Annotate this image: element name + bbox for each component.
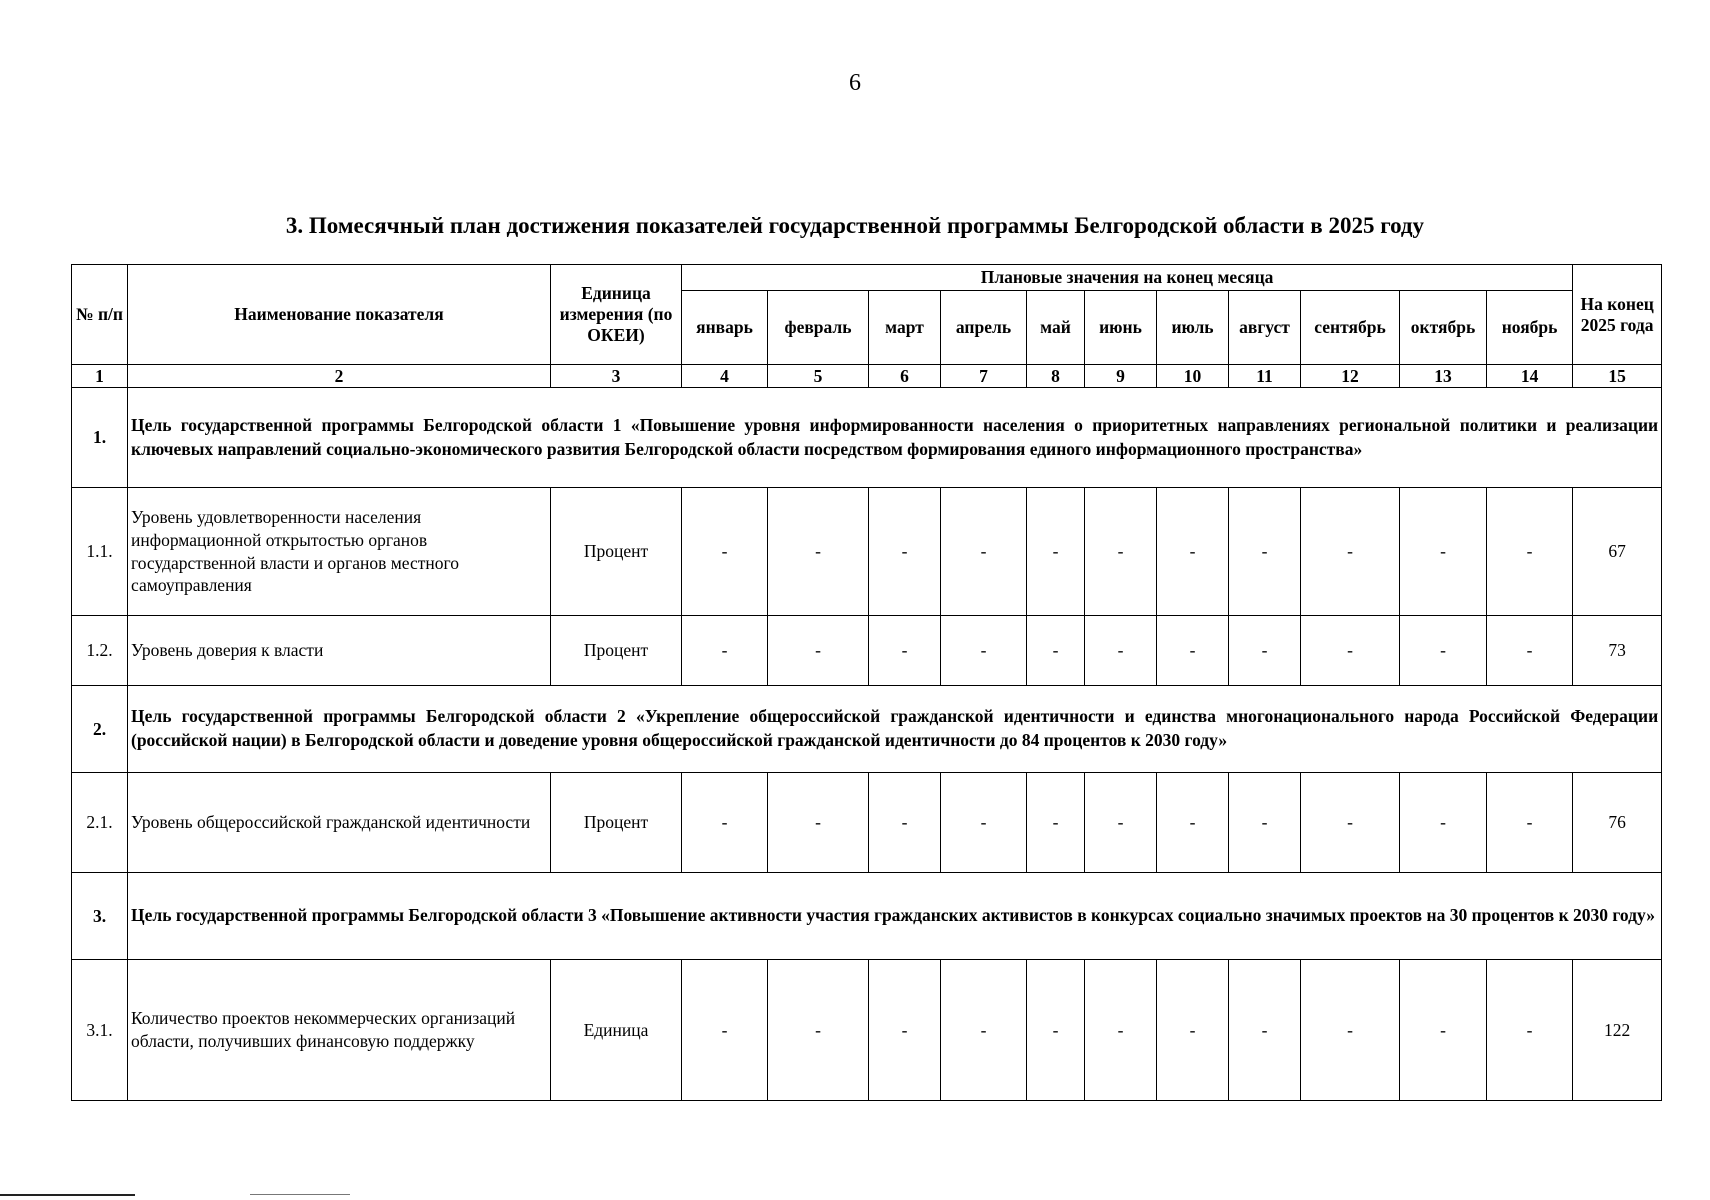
column-number: 1 (72, 365, 128, 388)
scan-edge-line (250, 1194, 350, 1195)
month-value: - (1301, 488, 1400, 616)
header-month: сентябрь (1301, 291, 1400, 365)
month-value: - (941, 488, 1027, 616)
column-number: 9 (1085, 365, 1157, 388)
month-value: - (1487, 616, 1573, 686)
month-value: - (1085, 616, 1157, 686)
indicator-number: 1.1. (72, 488, 128, 616)
header-month: ноябрь (1487, 291, 1573, 365)
month-value: - (941, 773, 1027, 873)
month-value: - (1400, 773, 1487, 873)
column-number: 13 (1400, 365, 1487, 388)
month-value: - (1027, 488, 1085, 616)
month-value: - (1487, 488, 1573, 616)
header-month: апрель (941, 291, 1027, 365)
month-value: - (1400, 960, 1487, 1101)
goal-number: 3. (72, 873, 128, 960)
header-unit: Единица измерения (по ОКЕИ) (551, 265, 682, 365)
column-number: 6 (869, 365, 941, 388)
month-value: - (1229, 488, 1301, 616)
year-end-value: 122 (1573, 960, 1662, 1101)
column-number: 3 (551, 365, 682, 388)
month-value: - (768, 773, 869, 873)
column-number: 2 (128, 365, 551, 388)
goal-row (72, 686, 1662, 773)
month-value: - (682, 960, 768, 1101)
month-value: - (1229, 960, 1301, 1101)
column-number: 12 (1301, 365, 1400, 388)
goal-number: 1. (72, 388, 128, 488)
column-number: 5 (768, 365, 869, 388)
year-end-value: 73 (1573, 616, 1662, 686)
month-value: - (682, 773, 768, 873)
scan-edge-line (0, 1194, 135, 1196)
month-value: - (1157, 960, 1229, 1101)
header-month: январь (682, 291, 768, 365)
indicator-unit: Единица (551, 960, 682, 1101)
header-month: май (1027, 291, 1085, 365)
indicator-unit: Процент (551, 616, 682, 686)
goal-text: Цель государственной программы Белгородской области 3 «Повышение активности участия гражданских активистов в конкурсах социально значимых проектов на 30 процентов к 2030 году» (128, 873, 1662, 960)
month-value: - (1487, 960, 1573, 1101)
column-number: 15 (1573, 365, 1662, 388)
month-value: - (1157, 773, 1229, 873)
month-value: - (869, 960, 941, 1101)
monthly-plan-table (71, 264, 1662, 1101)
month-value: - (1301, 960, 1400, 1101)
indicator-row (72, 488, 1662, 616)
month-value: - (1487, 773, 1573, 873)
month-value: - (1301, 773, 1400, 873)
month-value: - (1085, 960, 1157, 1101)
year-end-value: 76 (1573, 773, 1662, 873)
goal-row (72, 873, 1662, 960)
month-value: - (869, 488, 941, 616)
indicator-name: Количество проектов некоммерческих организаций области, получивших финансовую поддержку (128, 960, 551, 1101)
page-number: 6 (849, 70, 861, 96)
header-month: март (869, 291, 941, 365)
month-value: - (768, 960, 869, 1101)
header-month: август (1229, 291, 1301, 365)
column-number: 4 (682, 365, 768, 388)
header-plan-group: Плановые значения на конец месяца (682, 265, 1573, 291)
column-number: 8 (1027, 365, 1085, 388)
header-month: июль (1157, 291, 1229, 365)
header-year-end: На конец 2025 года (1573, 265, 1662, 365)
column-number: 7 (941, 365, 1027, 388)
document-title: 3. Помесячный план достижения показателей государственной программы Белгородской области в 2025 году (285, 213, 1425, 238)
month-value: - (1157, 616, 1229, 686)
indicator-number: 1.2. (72, 616, 128, 686)
indicator-name: Уровень общероссийской гражданской идентичности (128, 773, 551, 873)
goal-row (72, 388, 1662, 488)
indicator-row (72, 616, 1662, 686)
header-month: октябрь (1400, 291, 1487, 365)
goal-text: Цель государственной программы Белгородской области 1 «Повышение уровня информированности населения о приоритетных направлениях региональной политики и реализации ключевых направлений социально-экономического развития Белгородской области посредством формирования единого информационного пространства» (128, 388, 1662, 488)
column-number: 10 (1157, 365, 1229, 388)
month-value: - (1157, 488, 1229, 616)
indicator-name: Уровень удовлетворенности населения информационной открытостью органов государственной власти и органов местного самоуправления (128, 488, 551, 616)
month-value: - (1301, 616, 1400, 686)
indicator-row (72, 773, 1662, 873)
column-number: 11 (1229, 365, 1301, 388)
column-number: 14 (1487, 365, 1573, 388)
month-value: - (768, 616, 869, 686)
indicator-row (72, 960, 1662, 1101)
month-value: - (1400, 488, 1487, 616)
month-value: - (1027, 773, 1085, 873)
month-value: - (869, 773, 941, 873)
indicator-unit: Процент (551, 488, 682, 616)
header-name: Наименование показателя (128, 265, 551, 365)
month-value: - (1027, 960, 1085, 1101)
indicator-name: Уровень доверия к власти (128, 616, 551, 686)
month-value: - (1085, 773, 1157, 873)
month-value: - (941, 960, 1027, 1101)
month-value: - (768, 488, 869, 616)
month-value: - (1027, 616, 1085, 686)
month-value: - (682, 488, 768, 616)
header-month: февраль (768, 291, 869, 365)
month-value: - (869, 616, 941, 686)
month-value: - (1229, 773, 1301, 873)
month-value: - (1400, 616, 1487, 686)
header-month: июнь (1085, 291, 1157, 365)
month-value: - (682, 616, 768, 686)
goal-number: 2. (72, 686, 128, 773)
goal-text: Цель государственной программы Белгородской области 2 «Укрепление общероссийской гражданской идентичности и единства многонационального народа Российской Федерации (российской нации) в Белгородской области и доведение уровня общероссийской гражданской идентичности до 84 процентов к 2030 году» (128, 686, 1662, 773)
indicator-number: 3.1. (72, 960, 128, 1101)
month-value: - (1229, 616, 1301, 686)
year-end-value: 67 (1573, 488, 1662, 616)
header-num: № п/п (72, 265, 128, 365)
month-value: - (1085, 488, 1157, 616)
indicator-number: 2.1. (72, 773, 128, 873)
indicator-unit: Процент (551, 773, 682, 873)
month-value: - (941, 616, 1027, 686)
